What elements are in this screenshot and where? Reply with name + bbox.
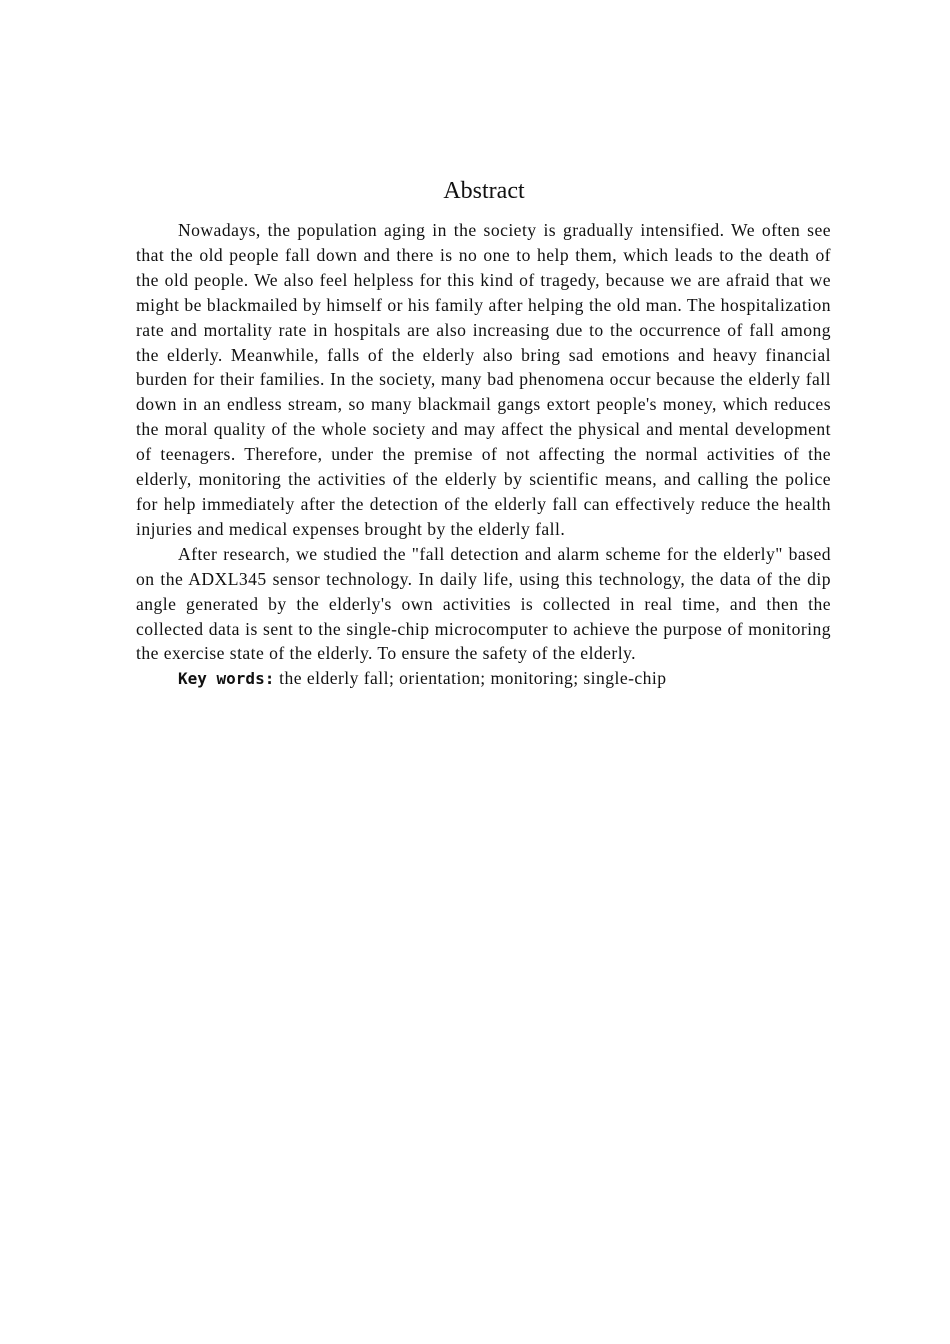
abstract-paragraph-2: After research, we studied the "fall detection and alarm scheme for the elderly" based on the ADXL345 sensor technology. In daily life, using this technology, the data of the dip angle generated by the elderly's own activities is collected in real time, and then the collected data is sent to the single-chip microcomputer to achieve the purpose of monitoring the exercise state of the elderly. To ensure the safety of the elderly. <box>136 543 831 664</box>
abstract-title: Abstract <box>443 178 525 204</box>
keywords-text: the elderly fall; orientation; monitoring; single-chip <box>274 668 667 689</box>
keywords-line <box>136 666 831 692</box>
abstract-paragraph-1: Nowadays, the population aging in the society is gradually intensified. We often see that the old people fall down and there is no one to help them, which leads to the death of the old people. We also feel helpless for this kind of tragedy, because we are afraid that we might be blackmailed by himself or his family after helping the old man. The hospitalization rate and mortality rate in hospitals are also increasing due to the occurrence of fall among the elderly. Meanwhile, falls of the elderly also bring sad emotions and heavy financial burden for their families. In the society, many bad phenomena occur because the elderly fall down in an endless stream, so many blackmail gangs extort people's money, which reduces the moral quality of the whole society and may affect the physical and mental development of teenagers. Therefore, under the premise of not affecting the normal activities of the elderly, monitoring the activities of the elderly by scientific means, and calling the police for help immediately after the detection of the elderly fall can effectively reduce the health injuries and medical expenses brought by the elderly fall. <box>136 220 831 539</box>
abstract-body <box>136 218 831 692</box>
keywords-label: Key words: <box>178 669 275 689</box>
